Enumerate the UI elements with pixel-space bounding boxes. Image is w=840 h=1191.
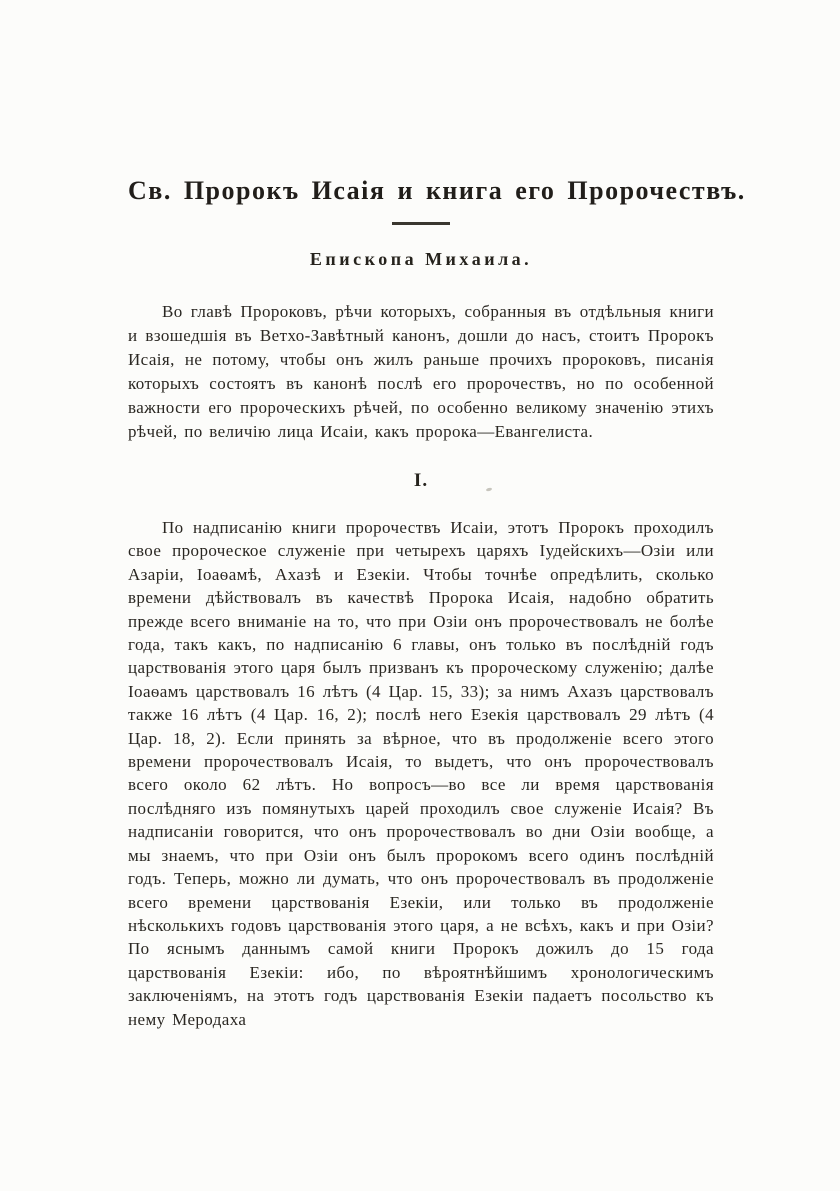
section-heading: I. <box>413 470 429 491</box>
page-content <box>128 176 746 1031</box>
paragraph-intro: Во главѣ Пророковъ, рѣчи которыхъ, собранныя въ отдѣльныя книги и взошедшія въ Ветхо-Завѣтный канонъ, дошли до насъ, стоитъ Пророкъ Исаія, не потому, чтобы онъ жилъ раньше прочихъ пророковъ, писанія которыхъ состоятъ въ канонѣ послѣ его пророчествъ, но по особенной важности его пророческихъ рѣчей, по особенно великому значенію этихъ рѣчей, по величію лица Исаіи, какъ пророка—Евангелиста. <box>128 302 714 441</box>
title-divider <box>392 222 450 225</box>
paragraph-body: По надписанію книги пророчествъ Исаіи, этотъ Пророкъ проходилъ свое пророческое служеніе при четырехъ царяхъ Іудейскихъ—Озіи или Азаріи, Іоаѳамѣ, Ахазѣ и Езекіи. Чтобы точнѣе опредѣлить, сколько времени дѣйствовалъ въ качествѣ Пророка Исаія, надобно обратить прежде всего вниманіе на то, что при Озіи онъ пророчествовалъ не болѣе года, такъ какъ, по надписанію 6 главы, онъ только въ послѣдній годъ царствованія этого царя былъ призванъ къ пророческому служенію; далѣе Іоаѳамъ царствовалъ 16 лѣтъ (4 Цар. 15, 33); за нимъ Ахазъ царствовалъ также 16 лѣтъ (4 Цар. 16, 2); послѣ него Езекія царствовалъ 29 лѣтъ (4 Цар. 18, 2). Если принять за вѣрное, что въ продолженіе всего этого времени пророчествовалъ Исаія, то выдетъ, что онъ пророчествовалъ всего около 62 лѣтъ. Но вопросъ—во все ли время царствованія послѣдняго изъ помянутыхъ царей проходилъ свое служеніе Исаія? Въ надписаніи говорится, что онъ пророчествовалъ во дни Озіи вообще, а мы знаемъ, что при Озіи онъ былъ пророкомъ всего одинъ послѣдній годъ. Теперь, можно ли думать, что онъ пророчествовалъ въ продолженіе всего времени царствованія Езекіи, или только въ продолженіе нѣсколькихъ годовъ царствованія этого царя, а не всѣхъ, какъ и при Озіи? По яснымъ даннымъ самой книги Пророкъ дожилъ до 15 года царствованія Езекіи: ибо, по вѣроятнѣйшимъ хронологическимъ заключеніямъ, на этотъ годъ царствованія Езекіи падаетъ посольство къ нему Меродаха <box>128 518 714 1029</box>
author-heading: Епископа Михаила. <box>309 249 533 269</box>
page-title: Св. Пророкъ Исаія и книга его Пророчествъ. <box>128 176 746 205</box>
